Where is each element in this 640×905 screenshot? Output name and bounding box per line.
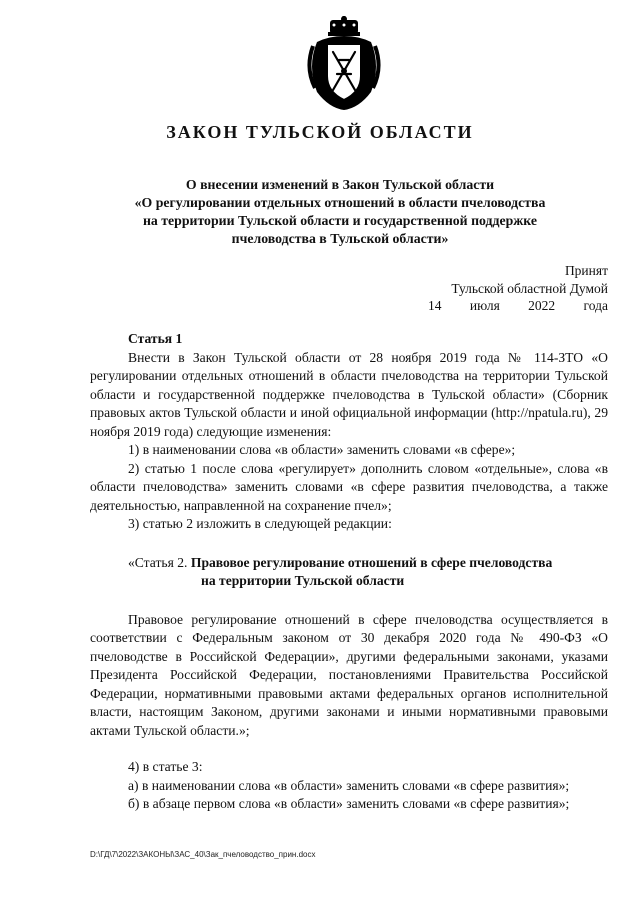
paragraph: 2) статью 1 после слова «регулирует» дополнить словом «отдельные», слова «в области пчеловодства» заменить словами «в сфере развития пчеловодства, а также деятельностью, направленной на сохранение пчел»; <box>90 460 608 513</box>
adoption-day: 14 <box>428 298 442 313</box>
paragraph: б) в абзаце первом слова «в области» заменить словами «в сфере развития»; <box>128 796 570 811</box>
subtitle-line: пчеловодства в Тульской области» <box>231 231 449 246</box>
coat-of-arms-emblem <box>303 16 385 112</box>
subtitle-line: О внесении изменений в Закон Тульской области <box>185 177 495 192</box>
adoption-year: 2022 <box>528 298 556 313</box>
quoted-article-text: Правовое регулирование отношений в сфере пчеловодства осуществляется в соответствии с Федеральным законом от 30 декабря 2020 года № 490-ФЗ «О пчеловодстве в Российской Федерации», другими федеральными законами, указами Президента Российской Федерации, постановлениями Правительства Российской Федерации, нормативными правовыми актами федеральных органов исполнительной власти, настоящим Законом, другими законами и иными нормативными правовыми актами Тульской области.»; <box>90 611 608 738</box>
paragraph: Внести в Закон Тульской области от 28 ноября 2019 года № 114-ЗТО «О регулировании отдельных отношений в области пчеловодства на территории Тульской области и государственной поддержке пчеловодства в Тульской области» (Сборник правовых актов Тульской области и иной официальной информации (http://npatula.ru), 29 ноября 2019 года) следующие изменения: <box>90 349 608 439</box>
file-path-footer: D:\ГД\7\2022\ЗАКОНЫ\ЗАС_40\Зак_пчеловодство_прин.docx <box>90 850 316 859</box>
adoption-date <box>428 297 608 315</box>
adoption-year-word: года <box>583 298 608 313</box>
adoption-month: июля <box>469 298 500 313</box>
article-heading: Статья 1 <box>128 331 183 346</box>
document-title: ЗАКОН ТУЛЬСКОЙ ОБЛАСТИ <box>166 122 474 142</box>
paragraph: 4) в статье 3: <box>128 759 203 774</box>
adopted-label: Принят <box>564 263 608 278</box>
subtitle-line: «О регулировании отдельных отношений в области пчеловодства <box>134 195 546 210</box>
subtitle-line: на территории Тульской области и государственной поддержке <box>142 213 538 228</box>
quoted-article-heading <box>90 554 608 573</box>
adopted-by: Тульской областной Думой <box>451 280 608 296</box>
crown-icon <box>328 16 360 36</box>
paragraph: 1) в наименовании слова «в области» заменить словами «в сфере»; <box>128 442 516 457</box>
quoted-article-title: Правовое регулирование отношений в сфере пчеловодства <box>190 554 553 570</box>
quoted-article-prefix: «Статья 2. <box>128 554 188 570</box>
paragraph: а) в наименовании слова «в области» заменить словами «в сфере развития»; <box>128 777 570 793</box>
paragraph: 3) статью 2 изложить в следующей редакции: <box>128 516 392 531</box>
document-body <box>90 330 608 814</box>
adoption-block <box>428 262 608 315</box>
quoted-article-title-cont: на территории Тульской области <box>201 573 405 588</box>
document-subtitle <box>100 176 580 248</box>
